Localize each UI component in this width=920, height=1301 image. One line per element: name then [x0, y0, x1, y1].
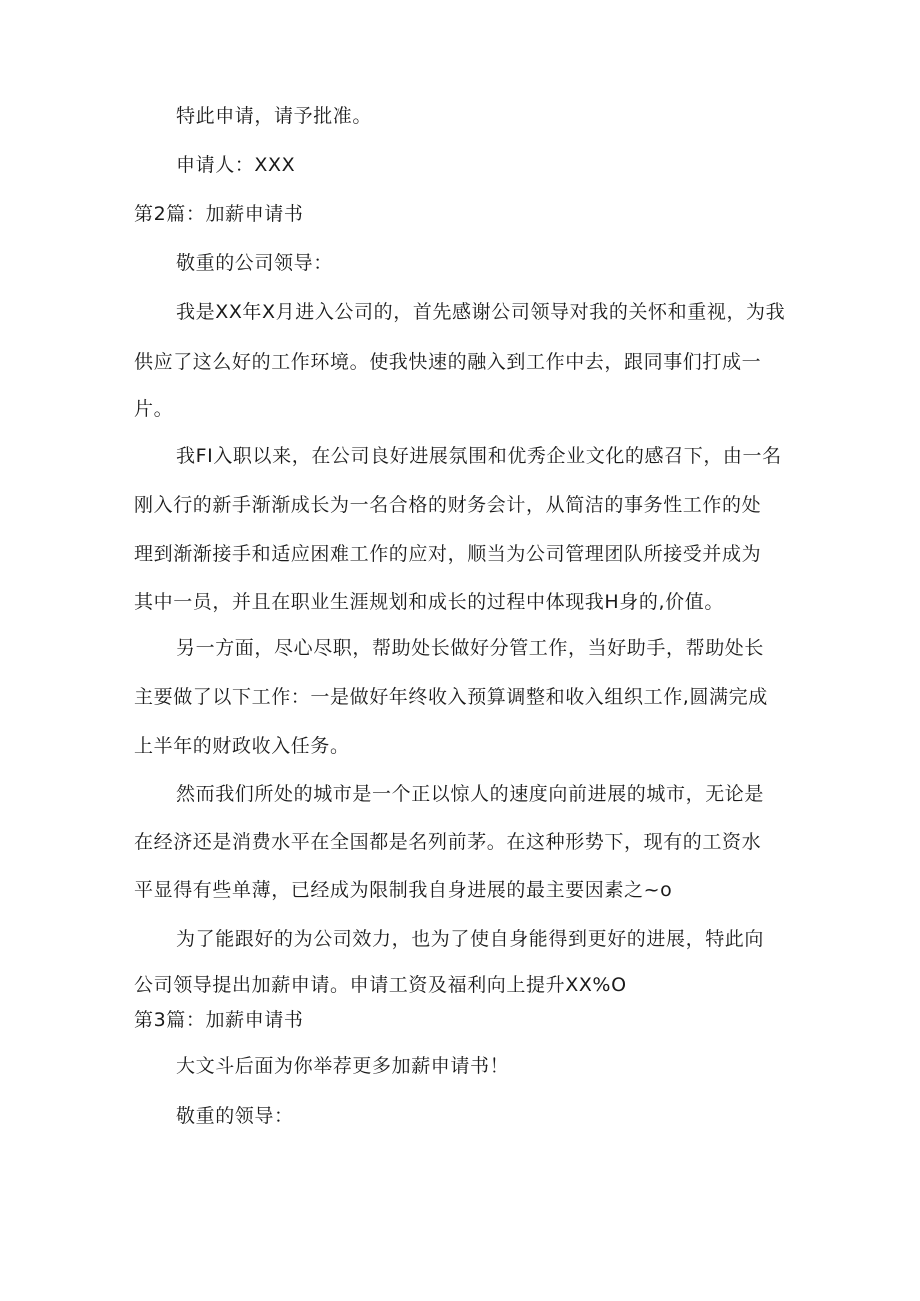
paragraph-line: 上半年的财政收入任务。	[134, 735, 350, 757]
section3-heading: 第3篇：加薪申请书	[134, 1009, 304, 1031]
section2-heading: 第2篇：加薪申请书	[134, 203, 304, 225]
paragraph-line: 公司领导提出加薪申请。申请工资及福利向上提升XX%O	[134, 974, 627, 996]
section3-salutation: 敬重的领导：	[176, 1105, 294, 1127]
paragraph-line: 我是XX年X月进入公司的，首先感谢公司领导对我的关怀和重视，为我	[176, 301, 786, 323]
applicant-line: 申请人：XXX	[176, 154, 296, 176]
paragraph-line: 其中一员，并且在职业生涯规划和成长的过程中体现我H身的,价值。	[134, 591, 724, 613]
paragraph-line: 供应了这么好的工作环境。使我快速的融入到工作中去，跟同事们打成一	[134, 351, 762, 373]
paragraph-line: 片。	[134, 398, 174, 420]
paragraph-line: 理到渐渐接手和适应困难工作的应对，顺当为公司管理团队所接受并成为	[134, 543, 762, 565]
paragraph-line: 我FI入职以来，在公司良好进展氛围和优秀企业文化的感召下，由一名	[176, 445, 782, 467]
paragraph-line: 平显得有些单薄，已经成为限制我自身进展的最主要因素之~o	[134, 879, 673, 901]
closing-request: 特此申请，请予批准。	[176, 105, 373, 127]
section3-intro: 大文斗后面为你举荐更多加薪申请书！	[176, 1055, 510, 1077]
paragraph-line: 在经济还是消费水平在全国都是名列前茅。在这种形势下，现有的工资水	[134, 831, 762, 853]
paragraph-line: 另一方面，尽心尽职，帮助处长做好分管工作，当好助手，帮助处长	[176, 637, 765, 659]
section2-salutation: 敬重的公司领导：	[176, 252, 333, 274]
paragraph-line: 为了能跟好的为公司效力，也为了使自身能得到更好的进展，特此向	[176, 928, 765, 950]
paragraph-line: 然而我们所处的城市是一个正以惊人的速度向前进展的城市，无论是	[176, 783, 765, 805]
paragraph-line: 主要做了以下工作：一是做好年终收入预算调整和收入组织工作,圆满完成	[134, 686, 768, 708]
paragraph-line: 刚入行的新手渐渐成长为一名合格的财务会计，从简洁的事务性工作的处	[134, 494, 762, 516]
